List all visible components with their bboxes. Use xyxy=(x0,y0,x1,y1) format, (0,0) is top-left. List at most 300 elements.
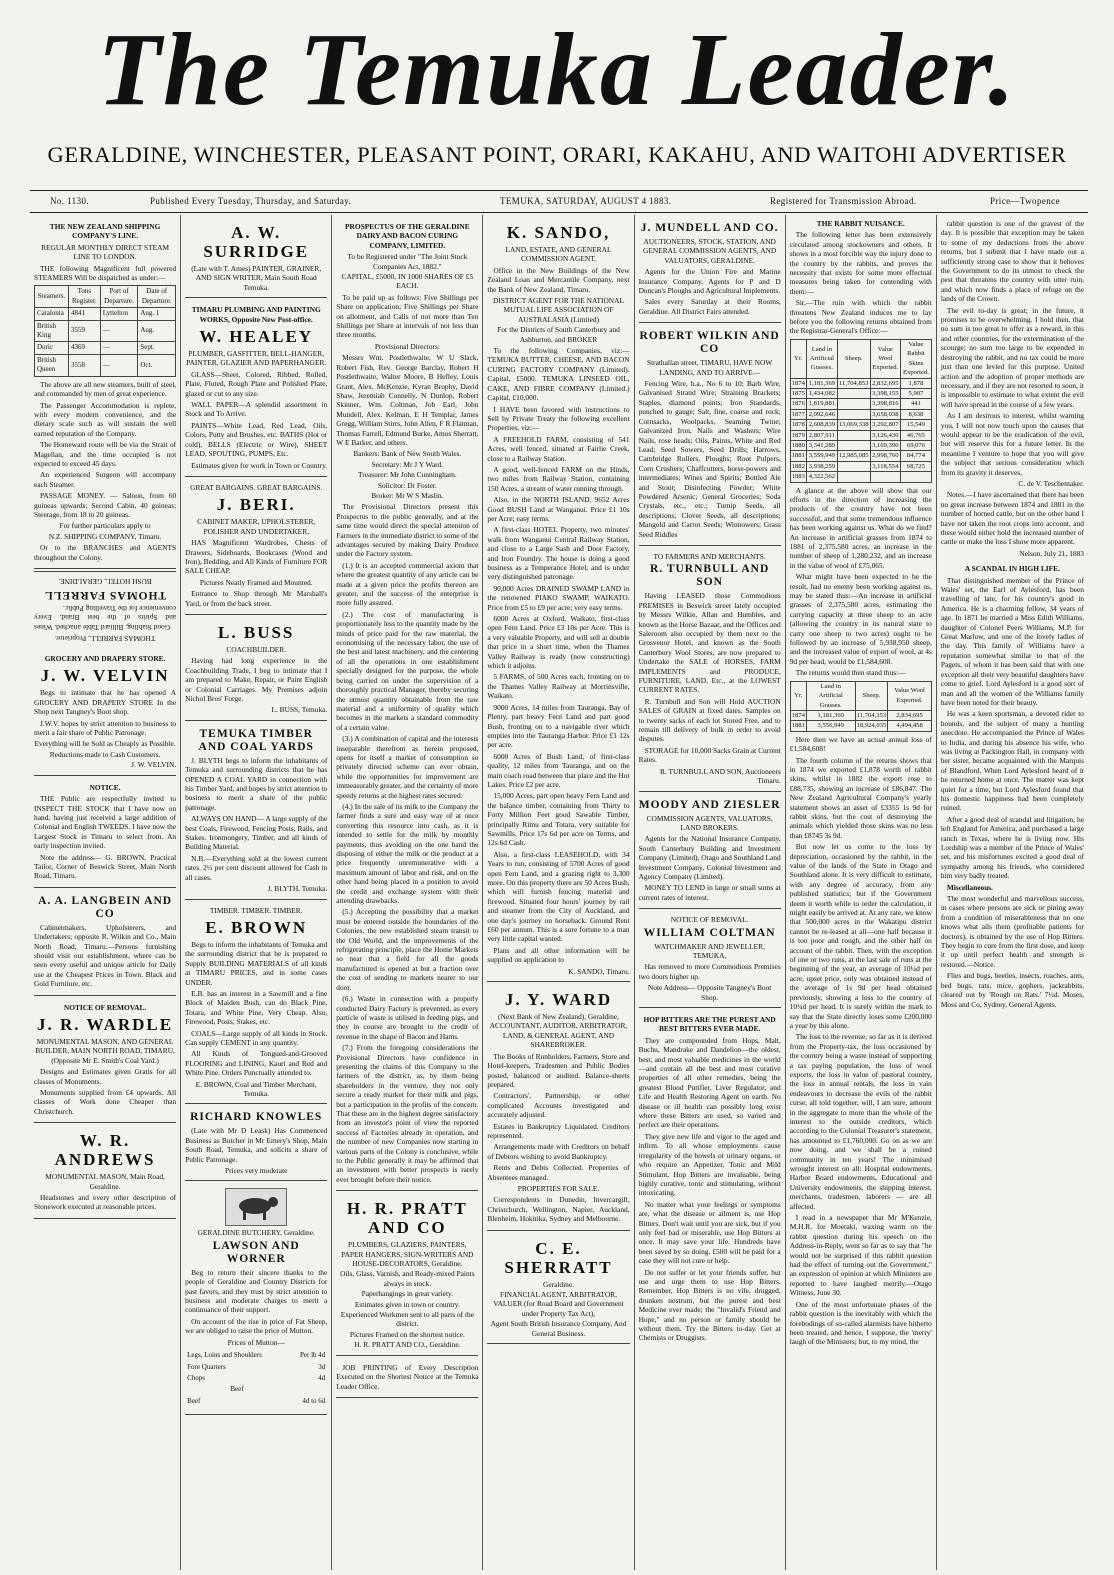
table-cell: 2,807,911 xyxy=(806,430,837,440)
shipping-agent: N.Z. SHIPPING COMPANY, Timaru. xyxy=(48,531,162,541)
removal-heading: NOTICE OF REMOVAL. xyxy=(670,915,749,925)
pratt-text: PLUMBERS, GLAZIERS, PAINTERS, PAPER HANGERS, SIGN-WRITERS AND HOUSE-DECORATORS, Geraldine. xyxy=(341,1240,474,1269)
table-cell: 3d xyxy=(318,1362,326,1371)
velvin-name: J. W. VELVIN xyxy=(40,666,170,686)
pratt-signature: H. R. PRATT AND CO., Geraldine. xyxy=(354,1340,461,1350)
moody-ad xyxy=(639,794,781,910)
table-cell: Catalonia xyxy=(35,308,69,320)
table-row xyxy=(35,354,176,376)
article-paragraph: Flies and bugs, beetles, insects, roaches, ants, bed bugs, rats, mice, gophers, jackrabbits, cleared out by 'Rough on Rats.' 7½d. Moses, Moss and Co, Sydney, General Agents. xyxy=(940,971,1084,1009)
table-row xyxy=(790,420,931,430)
table-cell: 2,998,760 xyxy=(870,451,901,461)
table-cell: 1878 xyxy=(791,421,805,429)
removal-heading: NOTICE OF REMOVAL. xyxy=(63,1002,147,1012)
table-cell: 1877 xyxy=(791,410,805,418)
hop-bitters-text: They give new life and vigor to the aged and infirm. To all whose employments cause irregularity of the bowels or urinary organs, or who require an Appetizer, Tonic and Mild Stimulant, Hop Bitters are invaluable, being highly curative, tonic and stimulating, without intoxicating. xyxy=(638,1131,781,1198)
healey-ad xyxy=(185,300,327,477)
table-cell: Beef xyxy=(187,1396,201,1405)
district-text: For the Districts of South Canterbury and Ashburton, and BROKER xyxy=(497,325,620,344)
projected-table-header-cell: Yr. xyxy=(790,681,806,710)
rabbit-table-header-cell: Value Rabbit Skins Exported. xyxy=(901,339,932,378)
article-paragraph: What might have been expected to be the result, had no enemy been working against us, may be stated thus:—An increase in artificial grasses of 2,375,580 acres, estimating the carrying capacity at three sheep to an acre (allowing the country in its natural state to carry one sheep to two acres) ought to be followed by an increase of 5,938,950 sheep, and the increased value of export of wool, at 4s 9d per head, would be £1,584,608. xyxy=(789,572,932,666)
shipping-ad xyxy=(34,217,176,569)
column-2 xyxy=(181,215,332,1570)
table-cell: 4,494,458 xyxy=(888,721,932,731)
pratt-text: Oils, Glass, Varnish, and Ready-mixed Paints always in stock. xyxy=(340,1269,475,1288)
miscellaneous-heading: Miscellaneous. xyxy=(946,882,994,892)
blyth-signature: J. BLYTH, Temuka. xyxy=(267,884,328,894)
table-row xyxy=(185,1373,327,1384)
velvin-ad xyxy=(34,649,176,776)
rabbit-table-header-cell: Value Wool Exported. xyxy=(870,339,901,378)
beri-text: CABINET MAKER, UPHOLSTERER, POLISHER AND UNDERTAKER, xyxy=(197,517,316,536)
wilkin-text: Strathallan street, TIMARU, HAVE NOW LANDING, AND TO ARRIVE— xyxy=(646,358,773,377)
secretary: Secretary: Mr J Y Ward. xyxy=(371,459,444,469)
article-signature: C. de V. Teschemaker. xyxy=(1018,478,1084,488)
turnbull-signature: R. TURNBULL AND SON, Auctioneers Timaru. xyxy=(659,766,781,786)
blyth-text: ALWAYS ON HAND— A large supply of the best Coals, Firewood, Fencing Posts, Rails, and Stakes. Ironmongery, Timber, and all kinds of Building Material. xyxy=(185,814,328,852)
moody-text: MONEY TO LEND in large or small sums at current rates of interest. xyxy=(638,883,781,902)
pratt-text: Pictures Framed on the shortest notice. xyxy=(349,1329,465,1339)
table-cell xyxy=(837,472,870,482)
andrews-ad xyxy=(34,1125,176,1219)
bargains-heading: GREAT BARGAINS. GREAT BARGAINS. xyxy=(190,482,323,492)
table-row xyxy=(790,378,931,388)
table-cell: 3,169,390 xyxy=(870,440,901,450)
coltman-text: WATCHMAKER AND JEWELLER, TEMUKA, xyxy=(654,941,765,960)
table-cell: Legs, Loins and Shoulders xyxy=(187,1351,262,1360)
table-cell: 4d xyxy=(318,1373,326,1382)
prospectus-text: To be paid up as follows: Five Shillings per Share on application; Five Shillings per Share on allotment, and Calls of not more than Ten Shillings per Share at intervals of not less than three months. xyxy=(336,292,479,340)
article-paragraph: Sir,—The ruin with which the rabbit threatens New Zealand induces me to lay before you the following returns obtained from the Registrar-General's Office:— xyxy=(789,298,932,336)
article-paragraph: I read in a newspaper that Mr M'Kenzie, M.H.R. for Moeraki, waxing warm on the rabbit question during his speech on the Address-in-Reply, went so far as to say that "he would not be surprised if this rabbit question had the effect of turning out the Government," an expression of opinion at which Ministers are reported to have laughed merrily.—Otago Witness, June 30. xyxy=(789,1213,932,1298)
list-item: 90,000 Acres DRAINED SWAMP LAND in the renowned PIAKO SWAMP, WAIKATO. Price from £5 to £9 per acre; very easy terms. xyxy=(487,583,630,612)
notice-heading: NOTICE. xyxy=(89,782,121,792)
top-rule xyxy=(30,190,1088,191)
table-cell: 2,832,695 xyxy=(870,378,901,388)
farmers-heading: TO FARMERS AND MERCHANTS. xyxy=(653,551,766,561)
article-paragraph: rabbit question is one of the gravest of the day. It is possible that exception may be taken to some of my deductions from the above returns, but I submit that I have made out a sufficiently strong case to show that it behoves the Government to do its utmost to check the pest that threatens the country with utter ruin, and which now finds a place of refuge on the lands of the Crown. xyxy=(940,219,1084,304)
table-cell xyxy=(870,472,901,482)
scandal-heading: A SCANDAL IN HIGH LIFE. xyxy=(964,564,1060,574)
table-cell: 13,069,338 xyxy=(838,421,869,429)
buss-name: L. BUSS xyxy=(218,622,295,642)
sando-ad xyxy=(487,217,629,982)
steamer-table-header xyxy=(35,286,176,308)
wilkin-items: Fencing Wire, h.a., No 6 to 10; Barb Wire, Galvanised Strand Wire; Straining Brackets; Staples, diamond points; Iron Standards, punched to gauge; Salt, fine, coarse and rock; Cornsacks, Woolpacks, Seaming Twine; Galvanized Iron, Nails and Washers; Wire Nails, rose heads; Oils, Paints, White and Red Lead; Seed Sowers, Seed Drills; Harrows, Cambridge Rollers, Ploughs; Root Pulpers, Corn Crushers; Chaffcutters, horse-powers and intermediates; Wines and Spirits; Bottled Ale and Stout; Disinfecting Powder; White Powdered Arsenic; General Groceries; Soda Crystals, etc., etc.; Turnip Seeds, all descriptions; Clover Seeds, all descriptions; Mangold and Carrot Seeds; Winnowers; Grass Seed Riddles xyxy=(638,379,781,539)
article-paragraph: One of the most unfortunate phases of the rabbit question is the inevitably with which the forebodings of so-called alarmists have hitherto been treated, and hence, I suppose, the 'merry' laugh of the Ministers; but, to my mind, the xyxy=(789,1299,932,1347)
table-cell: 1876 xyxy=(791,400,805,408)
brown-text: COALS—Large supply of all kinds in Stock. Can supply CEMENT in any quantity. xyxy=(185,1028,328,1047)
moody-text: COMMISSION AGENTS, VALUATORS, LAND BROKERS. xyxy=(646,813,773,832)
grocery-heading: GROCERY AND DRAPERY STORE. xyxy=(44,654,166,664)
table-cell: 1,878 xyxy=(901,378,932,388)
table-cell: Per lb 4d xyxy=(300,1351,326,1360)
table-cell: 4841 xyxy=(69,308,101,320)
list-item: 15,000 Acres, part open heavy Fern Land and the balance timber, containing from Thirty to Forty Million Feet good Sawable Timber, principally Rimu and Totara, very suitable for Sawmills. Price 17s 6d per acre on Terms, and 12s 6d Cash. xyxy=(487,791,630,848)
sando-text: Office in the New Buildings of the New Zealand Loan and Mercantile Company, next the Bank of New Zealand, Timaru. xyxy=(487,265,630,294)
notice-text: THE Public are respectfully invited to INSPECT THE STOCK that I have now on hand, having just received a large addition of Colonial and English TWEEDS. I have now the Largest Stock in Timaru to select from. An early inspection invited. xyxy=(34,794,177,851)
rabbit-table-header-cell: Sheep. xyxy=(837,339,870,378)
table-cell: 69,076 xyxy=(901,440,932,450)
knowles-text: (Late with Mr D Leask) Has Commenced Business as Butcher in Mr Emery's Shop, Main South Road, Temuka, and solicits a share of Public Patronage. xyxy=(185,1126,328,1164)
hotel-text: Good Stabling. Billiard Table attached. Wines and Spirits of the best Brand. Every convenience for the Travelling Public. xyxy=(34,603,177,632)
table-cell: 1881 xyxy=(791,722,805,730)
shipping-intro: THE following Magnificent full powered STEAMERS Will be dispatched as under:— xyxy=(34,263,177,283)
ward-text: The Books of Runholders, Farmers, Store and Hotel-keepers, Tradesmen and Public Bodies posted, balanced or audited. Balance-sheets prepared. xyxy=(487,1051,630,1089)
prospectus-body: The Provisional Directors present this Prospectus to the public generally, and at the same time would direct the special attention of Farmers in the immediate district to some of the advantages secured by making Dairy Produce under the Factory system. xyxy=(336,502,479,559)
langbein-name: A. A. LANGBEIN AND CO xyxy=(38,894,173,920)
sando-text: Plans and all other information will be supplied on application to xyxy=(487,945,630,965)
coltman-name: WILLIAM COLTMAN xyxy=(643,926,776,939)
mundell-text: Sales every Saturday at their Rooms, Geraldine. All District Fairs attended. xyxy=(638,297,781,316)
andrews-text: Headstones and every other description of Stonework executed at reasonable prices. xyxy=(34,1193,177,1212)
table-cell: 3559 xyxy=(69,320,101,342)
table-cell: 8,638 xyxy=(901,409,932,419)
blyth-text: N.B.—Everything sold at the lowest current rates. 2½ per cent discount allowed for Cash in all cases. xyxy=(185,853,328,882)
turnbull-text: STORAGE for 10,000 Sacks Grain at Current Rates. xyxy=(638,745,781,765)
table-row xyxy=(35,320,176,342)
newspaper-title: The Temuka Leader. xyxy=(97,12,1017,127)
table-row xyxy=(790,388,931,398)
table-cell: 84,774 xyxy=(901,451,932,461)
projected-returns-table xyxy=(790,681,932,732)
worner-text: Beg to return their sincere thanks to the people of Geraldine and Country Districts for past favors, and they trust by strict attention to business and moderate charges to merit a continuance of their support. xyxy=(185,1267,328,1315)
article-paragraph: That distinguished member of the Prince of Wales' set, the Earl of Aylesford, has been travelling of late, for his country's good in America. He is a charming fellow, 34 years of age. In 1871 he married a Miss Edith Williams, daughter of Colonel Peers Williams, M.P. for Great Marlow, and one of the lovely ladies of the day. This family of Williams have a reputation somewhat similar to that of the Pagets, of whom it has been said that with one exception all their very beautiful daughters have come to grief. Lord Aylesford is a good sort of man and all the women of the Williams family have been noted for their beauty. xyxy=(940,575,1084,707)
sherratt-text: FINANCIAL AGENT, ARBITRATOR, VALUER (for Road Board and Government under Property Tax Act), xyxy=(493,1290,624,1318)
prospectus-body: (6.) Waste in connection with a properly conducted Dairy Factory is prevented, as every particle of waste is utilised in feeding pigs, and they in course are brought to the credit of revenue in the shape of Bacon and Hams. xyxy=(336,994,479,1041)
table-cell: Lyttelton xyxy=(100,308,138,320)
turnbull-text: Having LEASED those Commodious PREMISES in Beswick street lately occupied by Messrs Wilkie, Allan and Humbles, and known as the Horse Bazaar, and the Offices and Saleroom also occupied by them next to the Grosvenor Hotel, and known as the South Canterbury Wool Stores, are now prepared to Undertake the SALE of HORSES, FARM IMPLEMENTS and PRODUCE, FURNITURE, LAND, Etc., at the LOWEST CURRENT RATES. xyxy=(638,591,781,695)
blyth-text: J. BLYTH begs to inform the inhabitants of Temuka and surrounding districts that he has OPENED A COAL YARD in connection with his Timber Yard, and hopes by strict attention to business to merit a share of the public patronage. xyxy=(185,755,328,812)
table-row xyxy=(790,472,931,482)
table-cell xyxy=(837,461,870,471)
brown-text: E.B. has an interest in a Sawmill and a fine Block of Maiden Bush, can do Black Pine, Totara, and White Pine, Very Cheap. Also, Firewood, Posts, Stakes, etc. xyxy=(185,988,328,1027)
table-row xyxy=(790,399,931,409)
wilkin-ad xyxy=(639,325,781,546)
table-cell: 1,819,881 xyxy=(806,399,837,409)
list-item: Also, in the NORTH ISLAND, 9652 Acres Good BUSH Land at Wanganui. Price £1 10s per Acre; easy terms. xyxy=(487,495,630,523)
table-cell: 4369 xyxy=(69,342,101,354)
table-cell: 1883 xyxy=(791,473,805,481)
table-row xyxy=(790,430,931,440)
pratt-text: Paperhangings in great variety. xyxy=(361,1289,454,1299)
table-cell: — xyxy=(100,354,138,376)
list-item: A FREEHOLD FARM, consisting of 541 Acres, well fenced, situated at Fairlie Creek, close to a Railway Station. xyxy=(487,434,630,463)
table-cell: 1875 xyxy=(791,389,805,397)
table-cell: 15,549 xyxy=(901,420,932,430)
publication-schedule: Published Every Tuesday, Thursday, and Saturday. xyxy=(150,196,352,206)
shipping-text: The Passenger Accommodation is replete, with every modern convenience, and the dietary scale such as will sustain the well earned reputation of the Company. xyxy=(34,400,177,438)
properties-intro: I HAVE been favored with instructions to Sell by Private Treaty the following excellent Properties, viz:— xyxy=(487,404,630,433)
article-paragraph: The following letter has been extensively circulated among stockowners and others. It shows in a most forcible way the injury done to the country by the rabbits, and proves the necessity that exists for some more effectual measures being taken for contending with them:— xyxy=(789,230,932,296)
column-3 xyxy=(332,215,483,1570)
prospectus-body: (3.) A combination of capital and the interests inseparable therefrom as herein proposed, opens for itself a market of consumption so privately directed scheme can ever obtain, while the opportunities for improvement are immeasurably greater, and the certainty of more speedy returns at the highest rates secured. xyxy=(336,734,479,800)
brown-tailor-ad xyxy=(34,778,176,888)
knowles-text: Prices very moderate xyxy=(225,1166,288,1176)
table-row xyxy=(185,1362,327,1373)
beri-text: Entrance to Shop through Mr Marshall's Yard, or from the back street. xyxy=(185,589,328,608)
sherratt-text: Agent South British Insurance Company, And General Business. xyxy=(490,1319,627,1338)
rabbit-statistics-table xyxy=(790,339,932,483)
healey-text: Estimates given for work in Town or Country. xyxy=(191,460,328,470)
mundell-text: AUCTIONEERS, STOCK, STATION, AND GENERAL COMMISSION AGENTS, AND VALUATORS, GERALDINE. xyxy=(643,237,777,265)
shipping-text: The above are all new steamers, built of steel, and commanded by men of great experience. xyxy=(34,379,177,399)
table-cell: British Queen xyxy=(35,354,69,376)
shipping-text: An experienced Surgeon will accompany each Steamer. xyxy=(34,470,177,489)
article-paragraph: The returns would then stand thus:— xyxy=(795,668,906,678)
rabbit-table-header-cell: Yr. xyxy=(790,339,806,378)
ward-name: J. Y. WARD xyxy=(504,990,613,1010)
pratt-text: Estimates given in town or country. xyxy=(354,1299,460,1309)
table-cell: 3,341,289 xyxy=(806,440,837,450)
table-cell xyxy=(837,388,870,398)
beri-ad xyxy=(185,479,327,615)
job-printing-text: JOB PRINTING of Every Description Executed on the Shortest Notice at the Temuka Leader Office. xyxy=(336,1362,479,1391)
sando-trade: LAND, ESTATE, AND GENERAL COMMISSION AGENT, xyxy=(505,245,612,264)
table-cell: Fore Quarters xyxy=(187,1362,226,1371)
table-cell: British King xyxy=(35,320,69,342)
mutton-price-table xyxy=(185,1350,327,1407)
brown-timber-ad xyxy=(185,902,327,1105)
solicitor: Solicitor: Dr Foster. xyxy=(377,480,437,490)
butchery-ad xyxy=(185,1183,327,1415)
butchery-name: GERALDINE BUTCHERY, Geraldine. xyxy=(197,1228,315,1238)
table-cell: 1880 xyxy=(791,441,805,449)
steamer-table xyxy=(34,285,176,376)
bankers: Bankers: Bank of New South Wales. xyxy=(353,449,462,459)
column-6 xyxy=(786,215,937,1570)
article-paragraph: Notes.—I have ascertained that there has been no great increase between 1874 and 1881 in the number of horned cattle, but on the other hand I have not taken the root crops into account, and these would either hold the increased number of cattle or make the loss I show more apparent. xyxy=(940,490,1084,547)
cow-icon xyxy=(231,1192,281,1222)
directors-heading: Provisional Directors: xyxy=(374,341,440,351)
list-item: 5 FARMS, of 500 Acres each, fronting on to the Thames Valley Railway at Morrinsville, Waikato. xyxy=(487,672,630,701)
turnbull-name: R. TURNBULL AND SON xyxy=(649,563,770,589)
rabbit-table-header xyxy=(790,339,931,378)
table-cell: 3,556,949 xyxy=(806,721,855,731)
article-paragraph: After a good deal of scandal and litigation, he left England for America, and purchased a large ranch in Texas, where he is living now. His Lordship was a member of the Prince of Wales' set, and his misfortunes excited a good deal of sympathy among his friends, who considered him very badly treated. xyxy=(940,814,1084,881)
projected-table-header-cell: Sheep. xyxy=(855,681,888,710)
column-7 xyxy=(937,215,1088,1570)
turnbull-ad xyxy=(639,548,781,792)
knowles-ad xyxy=(185,1106,327,1181)
table-cell: Aug. xyxy=(138,320,176,342)
table-cell: 4d to 6d xyxy=(302,1396,326,1405)
issue-info-bar xyxy=(30,194,1088,212)
notice-address: Note the address— G. BROWN, Practical Tailor, Corner of Beswick Street, Main North Road, Timaru. xyxy=(34,852,177,881)
brown-signature: E. BROWN, Coal and Timber Merchant, Temuka. xyxy=(195,1079,317,1098)
buss-trade: COACHBUILDER. xyxy=(226,644,287,654)
table-cell: Sept. xyxy=(138,342,176,354)
directors-list: Messrs Wm. Postlethwaite, W U Slack, Robert Fish, Rev. George Barclay, Robert H Postlethwaite, Walter Moore, B Hefley, Louis Grant, Alex. McKenzie, Kyran Brophy, David Shaw, Jeremiah Connelly, N Dunlop, Robert Skinner, Wm. Coltman, Job Earl, John Mundell, Alex. Kelman, E H Templar, James Gregg, William Stirrs, John Allen, F R Flatman, Thomas Farrell, Edmund Burke, Amos Sherratt, W E Barker, and others. xyxy=(336,353,479,447)
table-cell xyxy=(289,1384,328,1395)
table-row xyxy=(790,440,931,450)
table-cell xyxy=(837,430,870,440)
table-cell: Beef xyxy=(230,1385,244,1394)
sando-name: K. SANDO, xyxy=(506,223,611,242)
sherratt-text: Geraldine. xyxy=(543,1279,574,1289)
sherratt-ad xyxy=(487,1233,629,1344)
shipping-line: REGULAR MONTHLY DIRECT STEAM LINE TO LONDON. xyxy=(41,242,170,262)
article-paragraph: Here then we have an actual annual loss of £1,584,608! xyxy=(789,734,932,754)
article-paragraph: He was a keen sportsman, a devoted rider to hounds, and the subject of many a hunting anecdote. He accompanied the Prince of Wales to India, and during his absence his wife, who was living at Packington Hall, in company with her sister, became acquainted with the Marquis of Blandford. When Lord Aylesford heard of it he returned home at once. The matter was kept quiet for a time, but Lord Aylesford found that his domestic happiness had been completely ruined. xyxy=(940,709,1084,813)
coltman-address: Note Address— Opposite Tangney's Boot Shop. xyxy=(647,983,772,1002)
table-cell: 441 xyxy=(901,399,932,409)
shipping-text: For further particulars apply to xyxy=(59,521,151,531)
table-cell xyxy=(837,409,870,419)
prospectus-body: (4.) In the sale of its milk to the Company the farmer finds a sure and easy way of at once converting this resource into cash, as it is intended to settle for the milk by monthly payments, thus avoiding on the one hand the disposing of either the milk or the product at a price frequently unremunerative with a maximum amount of labor and risk, and on the other hand being placed in a position to avoid the credit and exchange system with their attending drawbacks. xyxy=(336,801,479,906)
coltman-ad xyxy=(639,911,781,1008)
buss-signature: L. BUSS, Temuka. xyxy=(271,705,328,715)
broker: Broker: Mr W S Maslin. xyxy=(371,490,444,500)
list-item: A good, well-fenced FARM on the Hinds, two miles from Railway Station, containing 150 Acres, a stream of water running through. xyxy=(487,464,630,493)
table-cell: 2,834,695 xyxy=(888,710,932,720)
steamer-table-header-cell: Tons Register. xyxy=(69,286,101,308)
sherratt-name: C. E. SHERRATT xyxy=(504,1238,613,1277)
article-paragraph: But now let us come to the loss by depreciation, occasioned by the rabbit, in the value of the lands of the State in Otago and Southland alone. It is very difficult to estimate, with any degree of accuracy, from any published statistics; but if the Government deem it worth while to order the calculation, it might easily be arrived at. At any rate, we know that 500,000 acres in the Wakatipu district cannot be re-leased at all—one half because it is too poor and rough, and the other half on account of the rabbit. Then, with the exception of one or two runs, at the last sale of runs at the beginning of the year, an average of 10¼d per acre, upset price, only was obtained instead of the average of 1s 9d per head obtained previously, showing a loss to the country of 10¼d per head. It is surely within the mark to say that the State directly loses some £200,000 a year by this alone. xyxy=(789,842,932,1030)
table-cell xyxy=(901,472,932,482)
healey-text: GLASS—Sheet, Colored, Ribbed, Rolled, Plate, Fluted, Rough Plate and Polished Plate, glazed or cut to any size. xyxy=(185,369,328,398)
hop-bitters-ad xyxy=(639,1010,781,1349)
table-cell: 1874 xyxy=(791,711,805,719)
wardle-text: MONUMENTAL MASON, AND GENERAL BUILDER, MAIN NORTH ROAD, TIMARU, (Opposite Mr E. Smith's Coal Yard.) xyxy=(35,1037,175,1065)
pratt-text: Experienced Workmen sent to all parts of the district. xyxy=(340,1310,474,1329)
worner-name: LAWSON AND WORNER xyxy=(212,1239,300,1265)
table-cell: Doric xyxy=(35,342,69,354)
table-cell: 3,398,816 xyxy=(870,399,901,409)
table-cell: 46,765 xyxy=(901,430,932,440)
table-cell: 3,292,807 xyxy=(870,420,901,430)
andrews-name: W. R. ANDREWS xyxy=(54,1131,156,1170)
ward-ad xyxy=(487,984,629,1231)
article-paragraph: The loss to the revenue, so far as it is derived from the Property-tax, the loss occasioned by the country being a waste instead of supporting a tax paying population, the loss of wool exports, the loss in value of pastoral country, the loss in annual rentals, the loss in vain endeavours to decrease the evils of the rabbit curse, all told together, will, I am sure, amount in the aggregate to more than the whole of the interest to the outside creditors, which according to the Colonial Treasurer's statement, has amounted to £1,760,000. Go on as we are now doing, and we shall be a ruined community in ten years! The minimised wrought interest on all: Hospital endowments, Harbor Board endowments, Educational and University endowments, the shipping interest, merchants, tradesmen, laborers — are all affected. xyxy=(789,1032,932,1211)
pratt-ad xyxy=(336,1193,478,1355)
andrews-text: MONUMENTAL MASON, Main Road, Geraldine. xyxy=(45,1172,165,1191)
healey-text: PLUMBER, GASFITTER, BELL-HANGER, PAINTER, GLAZIER AND PAPERHANGER. xyxy=(186,349,327,368)
prospectus-body: (1.) It is an accepted commercial axiom that where the greatest quantity of any article can be made at a given price the profits thereon are greater, and the success of the enterprise is more fully assured. xyxy=(336,560,479,608)
table-cell: — xyxy=(100,320,138,342)
table-cell: 11,704,853 xyxy=(838,379,869,387)
plumbing-heading: TIMARU PLUMBING AND PAINTING WORKS, Opposite New Post-office. xyxy=(191,305,321,324)
velvin-text: Everything will be Sold as Cheaply as Possible. xyxy=(34,739,176,749)
table-cell: 3,658,038 xyxy=(870,409,901,419)
hop-bitters-heading: HOP BITTERS ARE THE PUREST AND BEST BITTERS EVER MADE. xyxy=(643,1015,776,1034)
wardle-text: Monuments supplied from £4 upwards. All classes of Work done Cheaper than Christchurch. xyxy=(34,1088,177,1116)
ward-text: Arrangements made with Creditors on behalf of Debtors wishing to avoid Bankruptcy. xyxy=(487,1142,630,1161)
brown-text: All Kinds of Tongued-and-Grooved FLOORING and LINING, Kauri and Red and White Pine. Orders Punctually attended to. xyxy=(185,1049,328,1078)
mundell-name: J. MUNDELL AND CO. xyxy=(640,222,779,234)
table-cell: 3,118,554 xyxy=(870,461,901,471)
table-cell: 2,608,839 xyxy=(806,420,837,430)
table-cell: 1,181,369 xyxy=(806,378,837,388)
page-columns xyxy=(30,215,1088,1570)
table-row xyxy=(790,409,931,419)
brown-text: Begs to inform the inhabitants of Temuka and the surrounding district that he is prepared to Supply BUILDING MATERIALS of all kinds at TIMARU PRICES, and in some cases UNDER. xyxy=(185,939,328,987)
mundell-text: Agents for the Union Fire and Marine Insurance Company, Agents for P and D Duncan's Ploughs and Agricultural Implements. xyxy=(638,267,781,296)
prices-heading: Prices of Mutton— xyxy=(227,1337,285,1347)
prospectus-body: (2.) The cost of manufacturing is proportionately less to the quantity made by the minds of price paid for the raw material, the economising of the necessary labor, the use of the best and latest machinery, and the centering of all the operations in one establishment specially designed for the purpose, the whole being carried on under the supervision of a thoroughly practical Manager, thereby securing the utmost quantity obtainable from the raw material and a uniformity of quality which becomes in the markets a standard commodity of a certain value. xyxy=(336,609,479,732)
hotel-proprietor: THOMAS FARRELL, Proprietor. xyxy=(54,634,156,644)
table-cell xyxy=(837,399,870,409)
ward-text: Contractors', Partnership, or other complicated Accounts investigated and accurately adjusted. xyxy=(487,1091,630,1120)
article-paragraph: A glance at the above will show that our efforts in the direction of increasing the products of the country have not been successful, and that some tremendous influence has been working against us. What do we find? An increase in artificial grasses from 1874 to 1881 of 2,375,580 acres, an increase in the number of sheep of 1,280,232, and an increase in the value of wool of £75,065. xyxy=(789,485,932,570)
velvin-text: Begs to intimate that he has opened A GROCERY AND DRAPERY STORE In the Shop next Tangney's Boot shop. xyxy=(34,688,177,717)
bottom-rule xyxy=(30,212,1088,213)
hotel-name: BUSH HOTEL, GERALDINE. xyxy=(58,577,152,587)
bush-hotel-ad xyxy=(34,571,176,647)
surridge-ad xyxy=(185,217,327,298)
issue-number: No. 1130. xyxy=(50,196,90,206)
district-agent: DISTRICT AGENT FOR THE NATIONAL MUTUAL LIFE ASSOCIATION OF AUSTRALASIA (Limited) xyxy=(493,296,624,324)
projected-table-header-cell: Value Wool Exported. xyxy=(888,681,932,710)
column-4 xyxy=(483,215,634,1570)
table-cell: 1,181,369 xyxy=(806,710,855,720)
prospectus-body: (7.) From the foregoing considerations the Provisional Directors have confidence in presenting the claims of this Company to the farmers of the district, as, by them being shareholders in the venture, they not only secure a ready market for their milk and pigs, but a participation in the profits of the concern. That these are in the highest degree satisfactory from an investor's point of view the reported success of Factories already in operation, and the number of new Companies now starting in various parts of the Colony is conclusive, while to the Public generally it may be affirmed that an investment with better prospects is rarely ever brought before their notice. xyxy=(336,1043,479,1184)
ward-text: Estates in Bankruptcy Liquidated. Creditors represented. xyxy=(487,1121,630,1140)
shipping-text: Or to the BRANCHES and AGENTS throughout the Colony. xyxy=(34,543,177,562)
treasurer: Treasurer: Mr John Cunningham. xyxy=(358,470,457,480)
moody-name: MOODY AND ZIESLER xyxy=(638,798,781,811)
column-1 xyxy=(30,215,181,1570)
prospectus-capital: CAPITAL, £5000, IN 1000 SHARES OF £5 EACH. xyxy=(341,272,474,291)
table-cell: 11,704,353 xyxy=(856,711,887,719)
article-paragraph: As I am desirous to interest, whilst warning you, I will not now touch upon the causes that would appear to be the eradication of the evil, but will reserve this for a future letter. In the meantime I venture to hope that you will give the subject that serious consideration which from its gravity it deserves, xyxy=(940,411,1084,477)
list-item: 9000 Acres, 14 miles from Tauranga, Bay of Plenty, part heavy Fern Land and part good Bush, fronting on to a navigable river which empties into the Tauranga Harbor. Price £1 12s per acre. xyxy=(487,702,630,750)
companies-text: To the following Companies, viz:— TEMUKA BUTTER, CHEESE, AND BACON CURING FACTORY COMPANY (Limited). Capital, £5000. TEMUKA LINSEED OIL, CAKE, AND FIBRE COMPANY (Limited.) Capital, £10,000. xyxy=(487,346,630,403)
projected-table-header-cell: Land in Artificial Grasses. xyxy=(806,681,855,710)
table-cell xyxy=(837,440,870,450)
surridge-text: (Late with T. Ames) PAINTER, GRAINER, AND SIGN WRITER, Main South Road Temuka. xyxy=(191,264,322,292)
table-cell: 1879 xyxy=(791,431,805,439)
ward-text: PROPERTIES FOR SALE. xyxy=(517,1183,600,1193)
table-cell: 4,322,562 xyxy=(806,472,837,482)
table-cell: 18,924,035 xyxy=(856,722,887,730)
table-cell: 3,398,155 xyxy=(870,388,901,398)
wilkin-name: ROBERT WILKIN AND CO xyxy=(639,330,780,356)
healey-text: PAINTS—White Lead, Red Lead, Oils, Colors, Putty and Brushes, etc. BATHS (Hot or cold), BELLS (Electric or Wire), SHEET LEAD, SPOUTING, PUMPS, Etc. xyxy=(185,420,328,459)
rabbit-table-body xyxy=(790,378,931,482)
ward-text: (Next Bank of New Zealand), Geraldine, ACCOUNTANT, AUDITOR, ARBITRATOR, LAND, & GENERAL AGENT, AND SHAREBROKER. xyxy=(489,1012,628,1050)
table-cell: 12,985,085 xyxy=(838,452,869,460)
hotel-owner-name: THOMAS FARRELL xyxy=(44,589,167,602)
table-cell: Oct. xyxy=(138,354,176,376)
turnbull-text: R. Turnbull and Son will Hold AUCTION SALES of GRAIN at fixed dates. Samples on to twenty sacks of each lot Stored Free, and to remain till delivery of bulk in order to avoid disputes. xyxy=(638,696,781,744)
rabbit-table-header-cell: Land in Artificial Grasses. xyxy=(806,339,837,378)
registration-note: Registered for Transmission Abroad. xyxy=(770,196,917,206)
velvin-text: Reductions made to Cash Customers. xyxy=(49,749,161,759)
rabbit-article-heading: THE RABBIT NUISANCE. xyxy=(816,219,905,228)
ward-text: Rents and Debts Collected. Properties of Absentees managed. xyxy=(487,1163,630,1182)
buss-ad xyxy=(185,617,327,721)
velvin-signature: J. W. VELVIN. xyxy=(131,760,177,770)
column-5 xyxy=(635,215,786,1570)
worner-text: On account of the rise in price of Fat Sheep, we are obliged to raise the price of Mutton. xyxy=(185,1316,328,1336)
wardle-name: J. R. WARDLE xyxy=(37,1015,174,1034)
table-cell: 1882 xyxy=(791,462,805,470)
list-item: 6000 Acres of Bush Land, of first-class quality, 12 miles from Tauranga, and on the main coach road between that place and the Hot Lakes. Price £2 per acre. xyxy=(487,751,630,789)
hop-bitters-text: No matter what your feelings or symptoms are, what the disease or ailment is, use Hop Bitters. Don't wait until you are sick, but if you only feel bad or miserable, use Hop Bitters at once. It may save your life. Hundreds have been saved by so doing. £500 will be paid for a case they will not cure or help. xyxy=(638,1199,781,1266)
coltman-text: Has removed to more Commodious Premises two doors higher up. xyxy=(638,962,781,981)
table-cell: 2,092,646 xyxy=(806,409,837,419)
table-row xyxy=(185,1396,327,1407)
table-row xyxy=(185,1350,327,1361)
prospectus-text: To be Registered under "The Joint Stock Companies Act, 1882." xyxy=(347,252,468,271)
surridge-name: A. W. SURRIDGE xyxy=(203,223,310,261)
beri-text: Pictures Neatly Framed and Mounted. xyxy=(199,577,313,587)
article-paragraph: The fourth column of the returns shows that in 1874 we exported £1,878 worth of rabbit skins, whilst in 1882 the export rose to £88,735, showing an increase of £86,847. The New Zealand Agricultural Company's yearly statement shows an asset of £3355 1s 9d for rabbit skins, but the cost of destroying the animals which yielded those skins was no less than £8745 3s 9d. xyxy=(789,755,932,840)
article-paragraph: The evil to-day is great; in the future, it promises to be overwhelming. I hold then, that no sum is too great to offer as a reward, in this and other countries, for the extermination of the scourge; no sum too large to be expended in destroying the rabbit, and no tax could be more just than one levied for this purpose. United action and the adoption of proper methods are necessary, and if they are not resorted to soon, it is impossible to estimate to what extent the evil will have spread in the course of a few years. xyxy=(940,305,1084,409)
langbein-ad xyxy=(34,890,176,996)
